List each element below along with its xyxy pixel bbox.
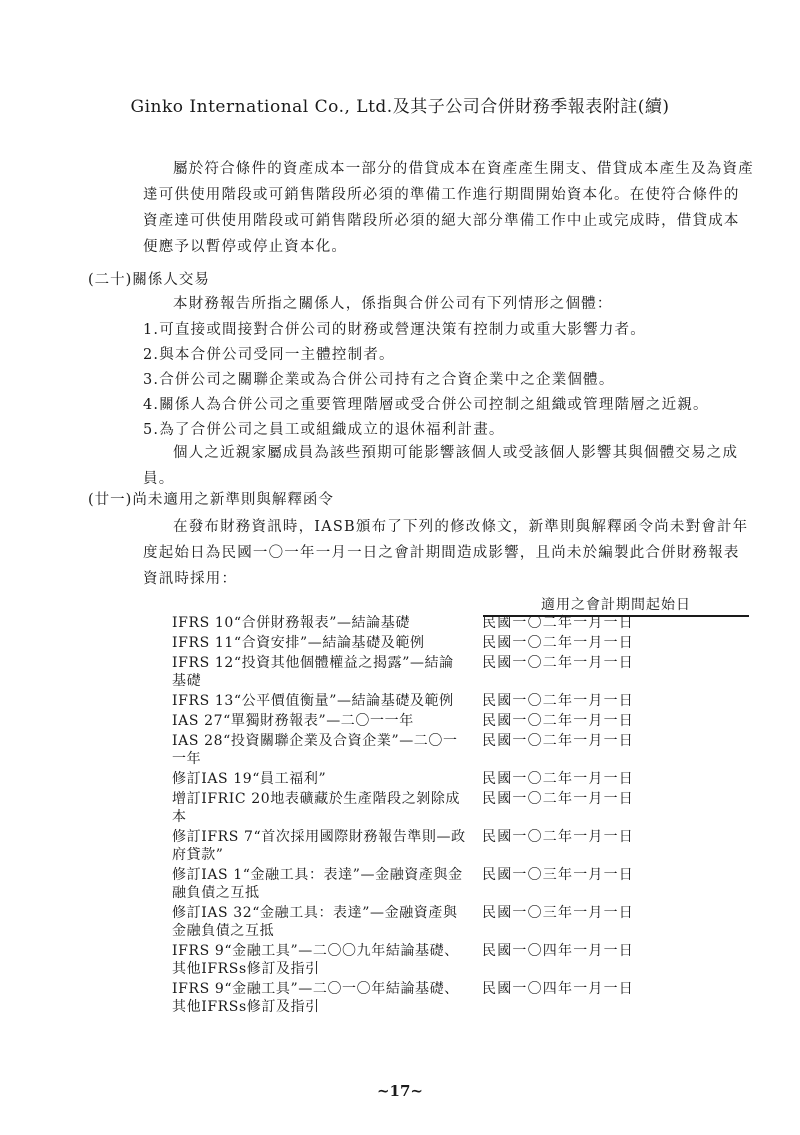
effective-date: 民國一〇四年一月一日: [482, 981, 634, 997]
standard-name: IFRS 11“合資安排”—結論基礎及範例: [172, 635, 425, 651]
list-item: 5.為了合併公司之員工或組織成立的退休福利計畫。: [143, 422, 505, 438]
standard-name: 修訂IFRS 7“首次採用國際財務報告準則—政府貸款”: [172, 829, 466, 863]
section-20-heading: (二十)關係人交易: [88, 272, 210, 288]
standard-name: 修訂IAS 32“金融工具：表達”—金融資產與金融負債之互抵: [172, 905, 458, 939]
standards-table: [172, 612, 672, 1016]
table-row: [172, 826, 672, 864]
section-21-heading: (廿一)尚未適用之新準則與解釋函令: [88, 492, 334, 508]
table-row: [172, 690, 672, 710]
table-row: [172, 902, 672, 940]
standard-name: IFRS 12“投資其他個體權益之揭露”—結論基礎: [172, 655, 454, 689]
table-row: [172, 768, 672, 788]
list-item: 1.可直接或間接對合併公司的財務或營運決策有控制力或重大影響力者。: [143, 322, 646, 338]
list-item: 4.關係人為合併公司之重要管理階層或受合併公司控制之組織或管理階層之近親。: [143, 397, 709, 413]
effective-date-column-header: 適用之會計期間起始日: [483, 594, 749, 617]
section-20-closing: 個人之近親家屬成員為該些預期可能影響該個人或受該個人影響其與個體交易之成員。: [143, 445, 739, 487]
borrowing-cost-paragraph: 屬於符合條件的資產成本一部分的借貸成本在資產產生開支、借貸成本產生及為資產達可供使用階段或可銷售階段所必須的準備工作進行期間開始資本化。在使符合條件的資產達可供使用階段或可銷售階段所必須的絕大部分準備工作中止或完成時，借貸成本便應予以暫停或停止資本化。: [143, 161, 754, 255]
effective-date: 民國一〇二年一月一日: [482, 733, 634, 749]
table-row: [172, 710, 672, 730]
effective-date: 民國一〇二年一月一日: [482, 771, 634, 787]
standard-name: IFRS 9“金融工具”—二〇〇九年結論基礎、其他IFRSs修訂及指引: [172, 943, 459, 977]
standard-name: IFRS 10“合併財務報表”—結論基礎: [172, 615, 410, 631]
standard-name: IAS 27“單獨財務報表”—二〇一一年: [172, 713, 414, 729]
section-21-intro: 在發布財務資訊時，IASB頒布了下列的修改條文，新準則與解釋函令尚未對會計年度起始日為民國一〇一年一月一日之會計期間造成影響，且尚未於編製此合併財務報表資訊時採用：: [143, 519, 749, 587]
effective-date: 民國一〇二年一月一日: [482, 655, 634, 671]
effective-date: 民國一〇二年一月一日: [482, 635, 634, 651]
table-row: [172, 864, 672, 902]
effective-date: 民國一〇三年一月一日: [482, 867, 634, 883]
page-header: Ginko International Co., Ltd.及其子公司合併財務季報表附註(續): [130, 97, 670, 117]
page-number: ~17~: [376, 1082, 423, 1100]
list-item: 3.合併公司之關聯企業或為合併公司持有之合資企業中之企業個體。: [143, 372, 615, 388]
table-row: [172, 940, 672, 978]
table-row: [172, 652, 672, 690]
list-item: 2.與本合併公司受同一主體控制者。: [143, 347, 395, 363]
effective-date: 民國一〇二年一月一日: [482, 615, 634, 631]
effective-date: 民國一〇二年一月一日: [482, 829, 634, 845]
standard-name: IFRS 13“公平價值衡量”—結論基礎及範例: [172, 693, 454, 709]
standard-name: IAS 28“投資關聯企業及合資企業”—二〇一一年: [172, 733, 458, 767]
standard-name: IFRS 9“金融工具”—二〇一〇年結論基礎、其他IFRSs修訂及指引: [172, 981, 459, 1015]
standard-name: 修訂IAS 1“金融工具：表達”—金融資產與金融負債之互抵: [172, 867, 463, 901]
effective-date: 民國一〇二年一月一日: [482, 693, 634, 709]
table-row: [172, 730, 672, 768]
standard-name: 修訂IAS 19“員工福利”: [172, 771, 327, 787]
related-party-list: [143, 318, 709, 443]
table-row: [172, 978, 672, 1016]
effective-date: 民國一〇二年一月一日: [482, 791, 634, 807]
section-20-intro: 本財務報告所指之關係人，係指與合併公司有下列情形之個體：: [173, 296, 613, 312]
effective-date: 民國一〇四年一月一日: [482, 943, 634, 959]
table-row: [172, 632, 672, 652]
effective-date: 民國一〇二年一月一日: [482, 713, 634, 729]
table-row: [172, 788, 672, 826]
standard-name: 增訂IFRIC 20地表礦藏於生產階段之剝除成本: [172, 791, 461, 825]
effective-date: 民國一〇三年一月一日: [482, 905, 634, 921]
table-row: [172, 612, 672, 632]
